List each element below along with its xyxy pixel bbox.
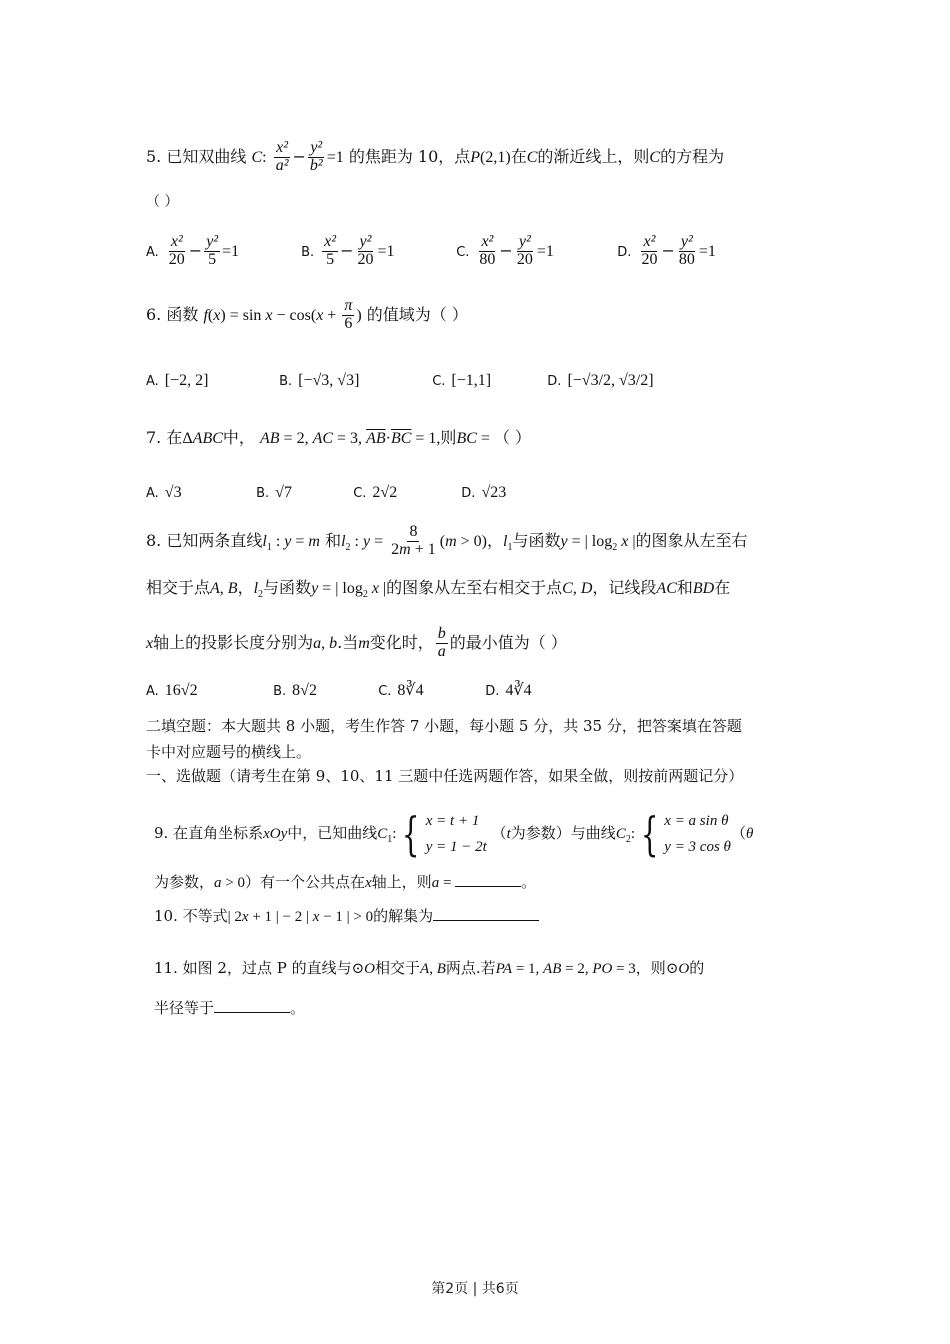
q9-line1: 9. 在直角坐标系xOy中，已知曲线$C_1$: { x = t + 1 y = 1 − 2t （t为参数）与曲线$C_2$: { x = a sin θ y = 3 cos θ （θ (154, 807, 754, 861)
q7-line: 7. 在ΔABC中， AB = 2, AC = 3, $\overline{AB}\cdot\overline{BC} = 1$,则BC = （ ） (146, 428, 532, 447)
q6-options: A. [−2, 2] B. [−√3, √3] C. [−1,1] D. [−√3/2, √3/2] (146, 372, 654, 389)
q8-line2: 相交于点A, B，$l_2$与函数y = | $\log_2 x$ |的图象从左至右相交于点C, D，记线段AC和BD在 (146, 578, 731, 601)
section2-line3: 一、选做题（请考生在第 9、10、11 三题中任选两题作答，如果全做，则按前两题记分） (146, 767, 744, 785)
section2-line2: 卡中对应题号的横线上。 (146, 743, 312, 761)
section2-line1: 二填空题：本大题共 8 小题，考生作答 7 小题，每小题 5 分，共 35 分，把答案填在答题 (146, 717, 742, 735)
q10-answer-blank[interactable] (433, 906, 539, 921)
q11-line2: 半径等于 。 (154, 999, 306, 1017)
q5-paren: （ ） (146, 194, 179, 210)
q11-answer-blank[interactable] (214, 998, 290, 1013)
q5-number: 5. (146, 146, 162, 166)
q7-options: A. √3 B. √7 C. 2√2 D. √23 (146, 484, 507, 501)
q5-line1: 5. 已知双曲线 C: $\frac{\text{x²}}{\text{a²}}$ − $\frac{\text{y²}}{\text{b²}}$ =1 的焦距为 10，点P(2,1)在C的渐近线上，则C的方程为 (146, 139, 725, 174)
q5-frac-y: $\frac{\text{y²}}{\text{b²}}$ (309, 139, 323, 174)
q11-line1: 11. 如图 2，过点 P 的直线与⊙O相交于A, B两点.若PA = 1, AB = 2, PO = 3，则⊙O的 (154, 959, 705, 977)
q9-line2: 为参数，a > 0）有一个公共点在x轴上，则a = 。 (154, 873, 537, 891)
q8-line3: x轴上的投影长度分别为a, b.当m变化时， $\frac{b}{a}$ 的最小值为（ ） (146, 625, 567, 660)
q8-options: A. 16√2 B. 8√2 C. 8∛4 D. 4∛4 (146, 682, 532, 699)
q10-line: 10. 不等式| 2x + 1 | − 2 | x − 1 | > 0的解集为 (154, 904, 539, 929)
q9-answer-blank[interactable] (455, 872, 521, 887)
page-footer: 第2页 | 共6页 (431, 1281, 519, 1297)
q5-options: A. $\frac{\text{x²}}{20}$ − $\frac{\text{y²}}{5}$ =1 B. $\frac{\text{x²}}{5}$ − $\frac{\text{y²}}{20}$ =1 C. $\frac{\text{x²}}{80}$ − $\frac{\text{y²}}{20}$ =1 D. $\frac{\text{x²}}{20}$ − $\frac{\text{y²}}{80}$ =1 (146, 233, 716, 268)
q5-frac-x: $\frac{\text{x²}}{\text{a²}}$ (275, 139, 289, 174)
q6-line: 6. 函数 f(x) = sin x − cos(x + $\frac{\pi}{6}$ ) 的值域为（ ） (146, 297, 468, 332)
q8-line1: 8. 已知两条直线$l_1$ : y = m 和$l_2$ : y = $\frac{8}{2m + 1}$ (m > 0)，$l_1$与函数y = | $\log_2 x$ |的图象从左至右 (146, 523, 748, 558)
